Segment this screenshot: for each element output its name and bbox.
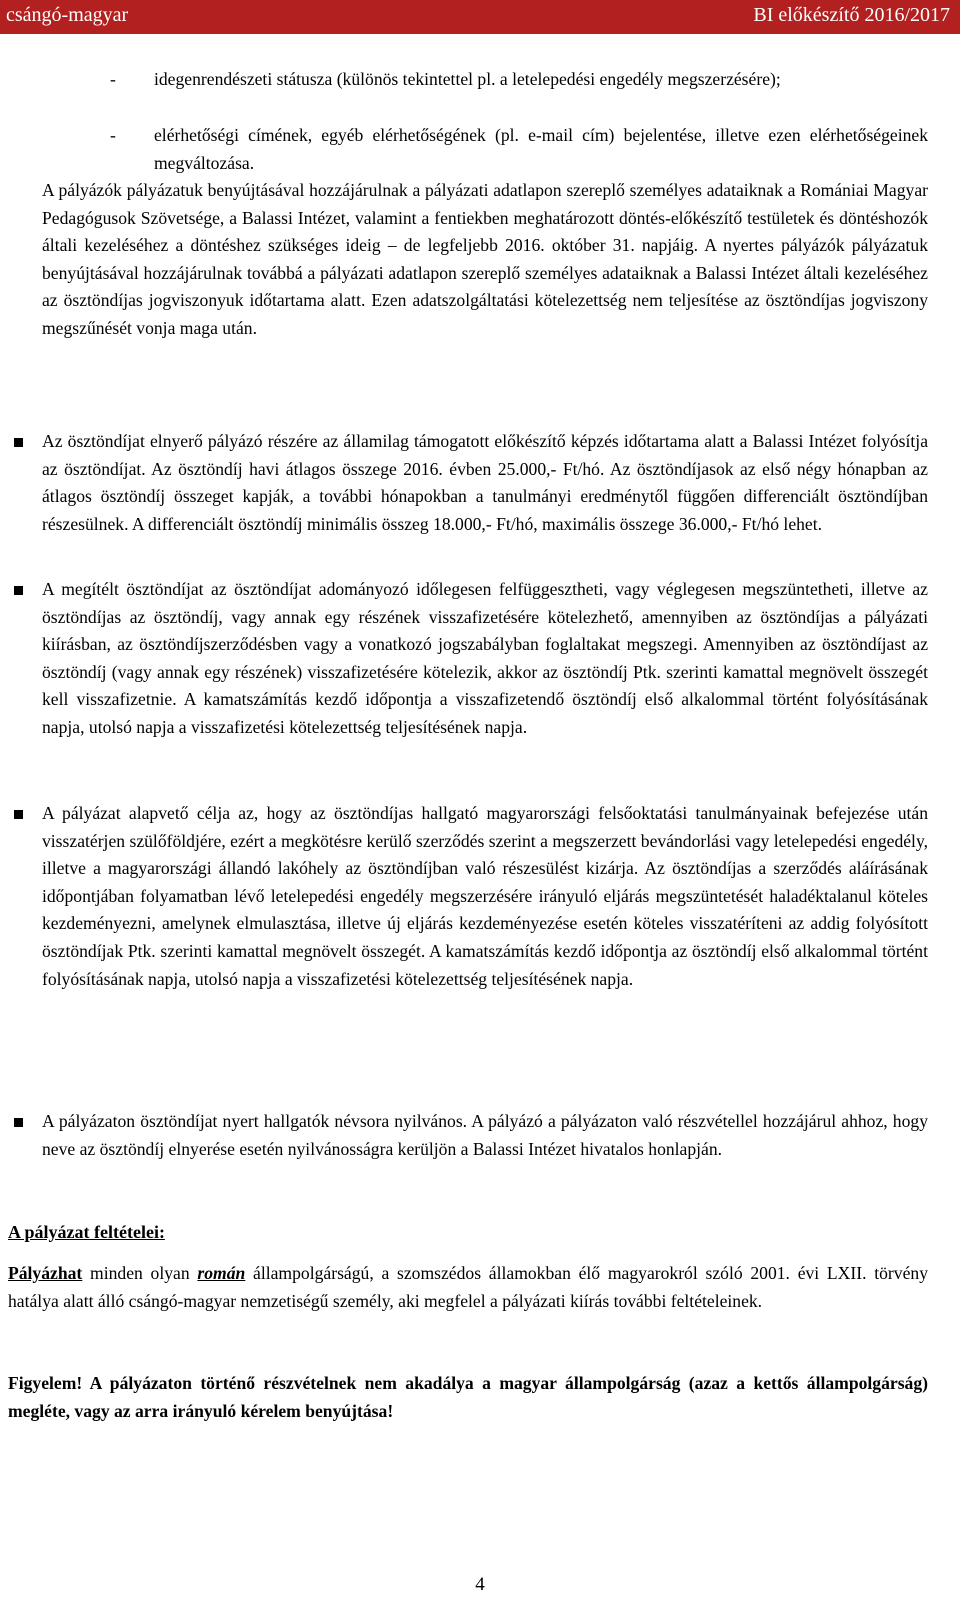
dash-marker: - [110,125,116,145]
header-right-title: BI előkészítő 2016/2017 [753,4,950,26]
conditions-text-1: minden olyan [82,1263,198,1283]
dash-item-text: idegenrendészeti státusza (különös tekintettel pl. a letelepedési engedély megszerzésére); [154,69,781,89]
bullet-item-text: Az ösztöndíjat elnyerő pályázó részére az államilag támogatott előkészítő képzés időtartama alatt a Balassi Intézet folyósítja az ösztöndíjat. Az ösztöndíj havi átlagos összege 2016. évben 25.000,- Ft/hó. Az ösztöndíjasok az első négy hónapban az átlagos ösztöndíj összeget kapják, a további hónapokban a tanulmányi eredménytől függően differenciált ösztöndíjban részesülnek. A differenciált ösztöndíj minimális összeg 18.000,- Ft/hó, maximális összege 36.000,- Ft/hó lehet. [42,431,928,534]
warning-paragraph: Figyelem! A pályázaton történő részvételnek nem akadálya a magyar állampolgárság (azaz a kettős állampolgárság) megléte, vagy az arra irányuló kérelem benyújtása! [8,1373,928,1421]
square-bullet-icon [14,438,23,447]
dash-item-text: elérhetőségi címének, egyéb elérhetőségének (pl. e-mail cím) bejelentése, illetve ezen elérhetőségeinek megváltozása. [154,125,928,173]
conditions-heading: A pályázat feltételei: [8,1222,165,1242]
consent-paragraph: A pályázók pályázatuk benyújtásával hozzájárulnak a pályázati adatlapon szereplő személyes adataiknak a Romániai Magyar Pedagógusok Szövetsége, a Balassi Intézet, valamint a fentiekben meghatározott döntés-előkészítő testületek és döntéshozók általi kezeléséhez a döntéshez szükséges ideig – de legfeljebb 2016. október 31. napjáig. A nyertes pályázók pályázatuk benyújtásával hozzájárulnak továbbá a pályázati adatlapon szereplő személyes adataiknak a Balassi Intézet általi kezeléséhez az ösztöndíjas jogviszonyuk időtartama alatt. Ezen adatszolgáltatási kötelezettség nem teljesítése az ösztöndíjas jogviszony megszűnését vonja maga után. [42,180,928,338]
page-header [0,0,960,34]
conditions-paragraph [8,1260,928,1315]
square-bullet-icon [14,586,23,595]
bullet-item-text: A pályázat alapvető célja az, hogy az ösztöndíjas hallgató magyarországi felsőoktatási tanulmányainak befejezése után visszatérjen szülőföldjére, ezért a megkötésre kerülő szerződés szerint a megszerzett bevándorlási vagy letelepedési engedély, illetve a magyarországi állandó lakóhely az ösztöndíjban való részesülést kizárja. Az ösztöndíjas a szerződés aláírásának időpontjában folyamatban lévő letelepedési engedély megszerzésére irányuló eljárás megszüntetését haladéktalanul köteles kezdeményezni, amelynek elmulasztása, illetve új eljárás kezdeményezése esetén köteles visszatéríteni az addig folyósított ösztöndíjak Ptk. szerinti kamattal megnövelt összegét. A kamatszámítás kezdő időpontja az ösztöndíj első alkalommal történt folyósításának napja, utolsó napja a visszafizetési kötelezettség teljesítésének napja. [42,803,928,989]
page-number: 4 [475,1574,485,1595]
header-left-title: csángó-magyar [6,4,129,26]
bullet-item-text: A pályázaton ösztöndíjat nyert hallgatók névsora nyilvános. A pályázó a pályázaton való részvétellel hozzájárul ahhoz, hogy neve az ösztöndíj elnyerése esetén nyilvánosságra kerüljön a Balassi Intézet hivatalos honlapján. [42,1111,928,1159]
conditions-text-2: állampolgárságú, a szomszédos államokban élő magyarokról szóló 2001. évi LXII. törvény hatálya alatt álló csángó-magyar nemzetiségű személy, aki megfelel a pályázati kiírás további feltételeinek. [8,1263,928,1311]
conditions-emphasis: román [197,1263,246,1283]
square-bullet-icon [14,810,23,819]
square-bullet-icon [14,1118,23,1127]
bullet-item-text: A megítélt ösztöndíjat az ösztöndíjat adományozó időlegesen felfüggesztheti, vagy véglegesen megszüntetheti, illetve az ösztöndíjas az ösztöndíj, vagy annak egy részének visszafizetésére kötelezhető, amennyiben az ösztöndíjas a pályázati kiírásban, az ösztöndíjszerződésben vagy a vonatkozó jogszabályban foglaltakat megszegi. Amennyiben az ösztöndíjast az ösztöndíj (vagy annak egy részének) visszafizetésére kötelezik, akkor az ösztöndíj Ptk. szerinti kamattal megnövelt összegét kell visszafizetnie. A kamatszámítás kezdő időpontja a visszafizetendő ösztöndíj első alkalommal történt folyósításának napja, utolsó napja a visszafizetési kötelezettség teljesítésének napja. [42,579,928,737]
dash-marker: - [110,69,116,89]
conditions-lead: Pályázhat [8,1263,83,1283]
